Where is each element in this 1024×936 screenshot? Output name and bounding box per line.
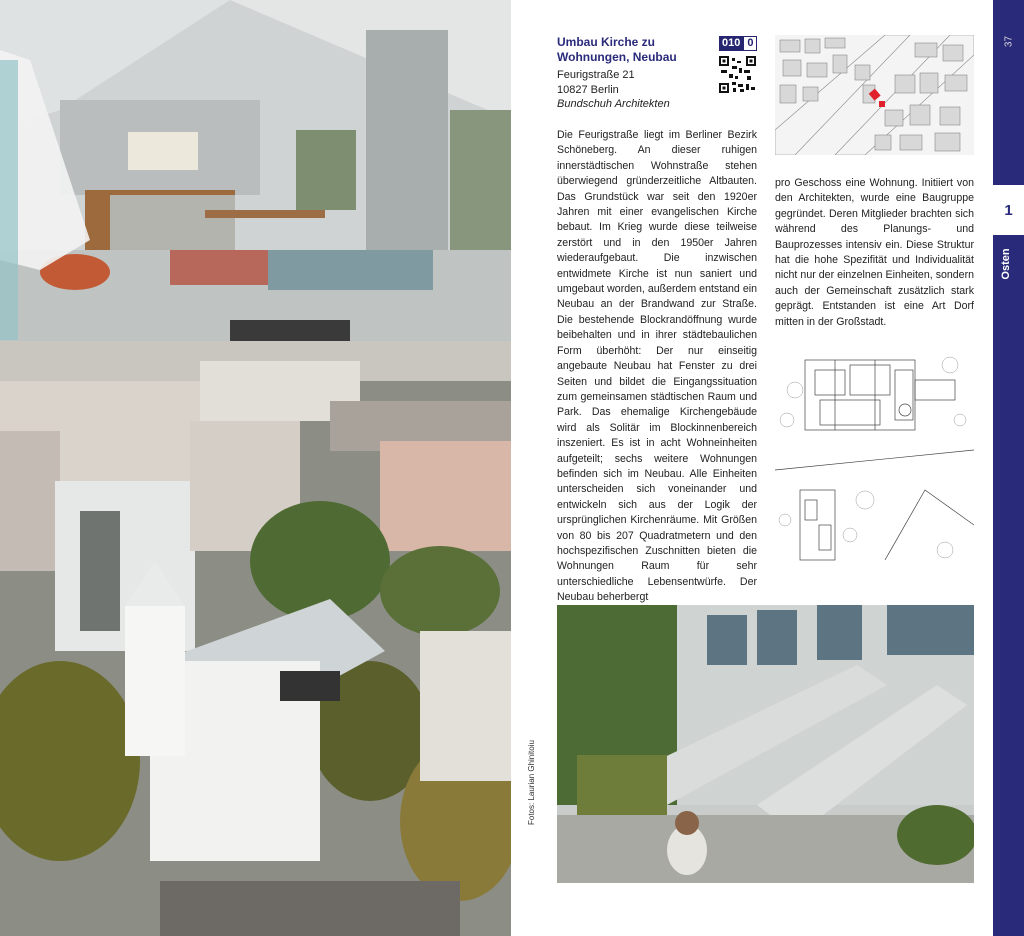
photo-courtyard-stairs <box>557 605 974 883</box>
body-text-column-1: Die Feurigstraße liegt im Berliner Bezirk Schöneberg. An dieser ruhigen innerstädtischen Wohnstraße stehen überwiegend gründerzeitliche Altbauten. Das Grundstück war seit den 1920er Jahren mit einer evangelischen Kirche bebaut. Im Krieg wurde diese teilweise zerstört und in den 1950er Jahren wiederaufgebaut. Die inzwischen entwidmete Kirche ist nun saniert und umgebaut worden, außerdem entstand ein Neubau an der Brandwand zur Straße. Die bestehende Blockrandöffnung wurde beibehalten und in ihrer städtebaulichen Form überhöht: Der nur einseitig angebaute Neubau hat Fenster zu drei Seiten und bildet die Eingangssituation zum gemeinsamen städtischen Raum und Park. Das ehemalige Kirchengebäude wird als Solitär im Blockinnenbereich inszeniert. Es ist in acht Wohneinheiten aufgeteilt; sechs weitere Wohnungen befinden sich im Neubau. Alle Einheiten unterscheiden sich voneinander und entwickeln sich aus der Logik der ursprünglichen Kirchenräume. Mit Größen von 80 bis 207 Quadratmetern und den hochspezifischen Zuschnitten bieten die Wohnungen Raum für sehr unterschiedliche Lebensentwürfe. Der Neubau beherbergt <box>557 129 757 604</box>
chapter-number: 1 <box>993 185 1024 235</box>
floor-plan <box>775 350 974 575</box>
page-number: 37 <box>1003 35 1015 48</box>
site-plan <box>775 35 974 155</box>
city: 10827 Berlin <box>557 83 619 96</box>
badge-code: 010 <box>719 36 743 51</box>
photo-interior-loft <box>0 0 511 341</box>
street: Feurigstraße 21 <box>557 69 635 81</box>
body-text-column-2: pro Geschoss eine Wohnung. Initiiert von den Architekten, wurde eine Baugruppe gegründet. Deren Mitglieder brachten sich während des Planungs- und Bauprozesses intensiv ein. Diese Struktur hat die hohe Spezifität und Individualität nicht nur der einzelnen Einheiten, sondern auch der Gemeinschaft zusätzlich stark geprägt. Entstanden ist eine Art Dorf mitten in der Großstadt. <box>775 177 974 328</box>
entry-address <box>557 68 670 112</box>
photo-credit: Fotos: Laurian Ghinitoiu <box>527 740 536 825</box>
architect: Bundschuh Architekten <box>557 98 670 110</box>
region-label: Osten <box>1000 248 1012 280</box>
entry-title: Umbau Kirche zu Wohnungen, Neubau <box>557 35 677 64</box>
entry-badge <box>719 36 757 51</box>
chapter-side-bar <box>993 0 1024 936</box>
photo-aerial-church <box>0 341 511 936</box>
badge-suffix: 0 <box>743 36 757 51</box>
qr-code-icon[interactable] <box>719 56 756 93</box>
